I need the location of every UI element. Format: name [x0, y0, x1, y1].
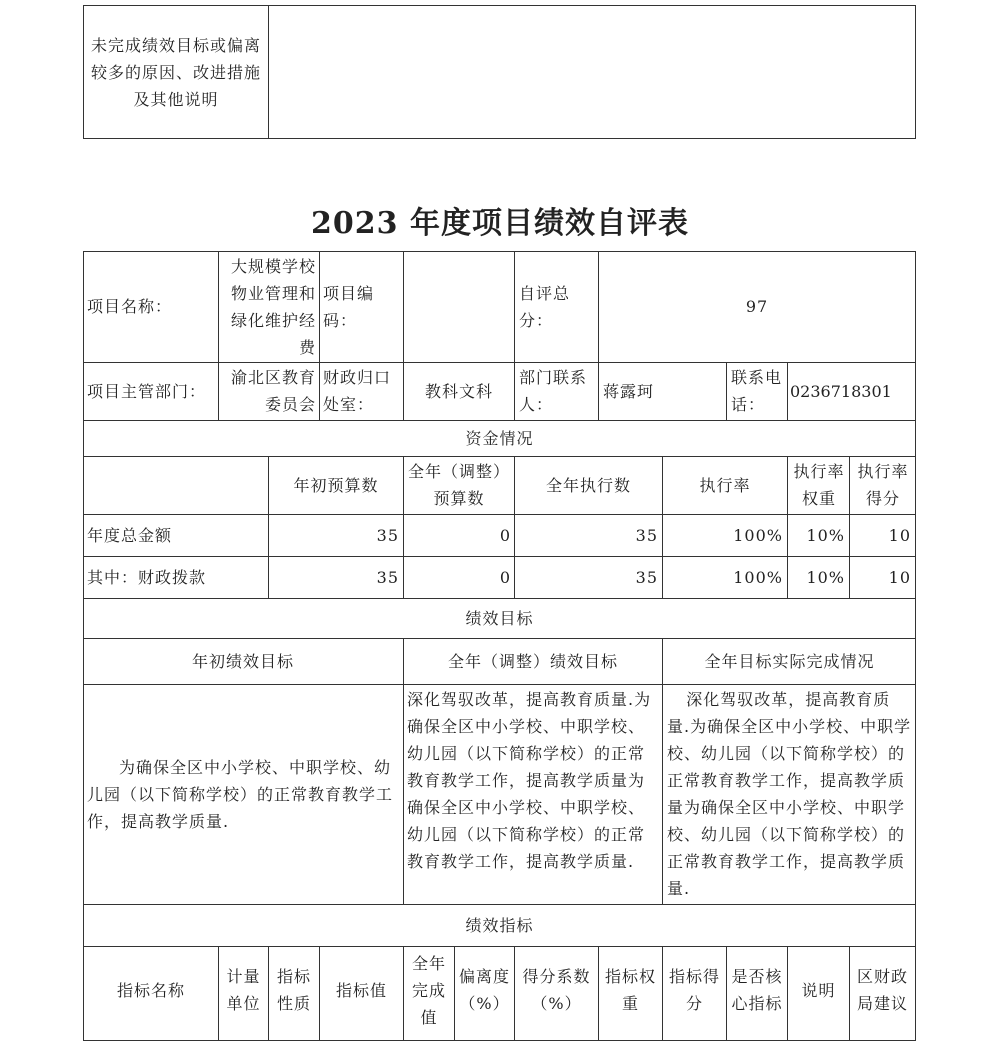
funds-header-rate: 执行率 — [699, 475, 751, 495]
ind-header-value: 指标值 — [335, 980, 387, 1000]
phone-value: 0236718301 — [790, 381, 892, 401]
funds-header-score: 执行率得分 — [857, 462, 909, 508]
ind-header-deviation: 偏离度（%） — [458, 967, 510, 1013]
dept-label: 项目主管部门： — [87, 381, 207, 401]
funds-cell: 35 — [376, 525, 399, 545]
project-name: 大规模学校物业管理和绿化维护经费 — [230, 256, 316, 357]
ind-header-weight: 指标权重 — [604, 967, 656, 1013]
funds-cell: 35 — [635, 525, 658, 545]
funds-cell: 10% — [806, 567, 845, 587]
ind-header-note: 说明 — [801, 980, 836, 1000]
funds-cell: 10 — [888, 525, 911, 545]
project-code — [404, 251, 514, 362]
funds-cell: 100% — [733, 567, 783, 587]
ind-header-core: 是否核心指标 — [731, 967, 783, 1013]
reason-label: 未完成绩效目标或偏离较多的原因、改进措施及其他说明 — [90, 35, 261, 109]
indicators-section-title: 绩效指标 — [465, 915, 534, 935]
funds-cell: 0 — [499, 567, 511, 587]
ind-header-suggestion: 区财政局建议 — [856, 967, 908, 1013]
goal-initial-text: 为确保全区中小学校、中职学校、幼儿园（以下简称学校）的正常教育教学工作，提高教学质量. — [87, 757, 394, 831]
contact-value: 蒋露珂 — [603, 381, 655, 401]
project-name-label: 项目名称： — [87, 297, 173, 316]
funds-section-title: 资金情况 — [465, 428, 534, 448]
funds-header-initial: 年初预算数 — [293, 475, 379, 495]
goal-adjusted-text: 深化驾驭改革，提高教育质量.为确保全区中小学校、中职学校、幼儿园（以下简称学校）的正常教育教学工作，提高教学质量为确保全区中小学校、中职学校、幼儿园（以下简称学校）的正常教育教学工作，提高教学质量. — [407, 690, 652, 871]
ind-header-coefficient: 得分系数（%） — [522, 967, 591, 1013]
score-label: 自评总分： — [519, 283, 571, 330]
dept-value: 渝北区教育委员会 — [230, 368, 316, 414]
ind-header-score: 指标得分 — [668, 967, 720, 1013]
funds-header-adjusted: 全年（调整）预算数 — [407, 462, 510, 508]
phone-label: 联系电话： — [731, 368, 783, 414]
finance-label: 财政归口处室： — [323, 368, 392, 414]
ind-header-nature: 指标性质 — [276, 967, 311, 1013]
project-code-label: 项目编码： — [323, 283, 375, 330]
goals-header-initial: 年初绩效目标 — [191, 651, 294, 671]
funds-cell: 0 — [499, 525, 511, 545]
ind-header-name: 指标名称 — [116, 980, 185, 1000]
ind-header-completed: 全年完成值 — [411, 953, 446, 1027]
goal-actual-text: 深化驾驭改革，提高教育质量.为确保全区中小学校、中职学校、幼儿园（以下简称学校）的正常教育教学工作，提高教学质量为确保全区中小学校、中职学校、幼儿园（以下简称学校）的正常教育教学工作，提高教学质量. — [667, 690, 912, 898]
funds-header-weight: 执行率权重 — [793, 462, 845, 508]
score-value: 97 — [745, 297, 769, 316]
funds-row-label: 年度总金额 — [87, 525, 173, 545]
contact-label: 部门联系人： — [519, 368, 588, 414]
ind-header-unit: 计量单位 — [226, 967, 261, 1013]
funds-row-label: 其中：财政拨款 — [87, 567, 207, 587]
goals-header-adjusted: 全年（调整）绩效目标 — [447, 651, 618, 671]
funds-header-executed: 全年执行数 — [545, 475, 631, 495]
goals-section-title: 绩效目标 — [465, 608, 534, 628]
top-table-divider — [268, 5, 269, 139]
finance-value: 教科文科 — [424, 381, 493, 401]
funds-cell: 35 — [376, 567, 399, 587]
funds-cell: 100% — [733, 525, 783, 545]
funds-cell: 10% — [806, 525, 845, 545]
funds-cell: 35 — [635, 567, 658, 587]
page-title: 2023 年度项目绩效自评表 — [311, 206, 689, 241]
funds-cell: 10 — [888, 567, 911, 587]
goals-header-actual: 全年目标实际完成情况 — [704, 651, 875, 671]
